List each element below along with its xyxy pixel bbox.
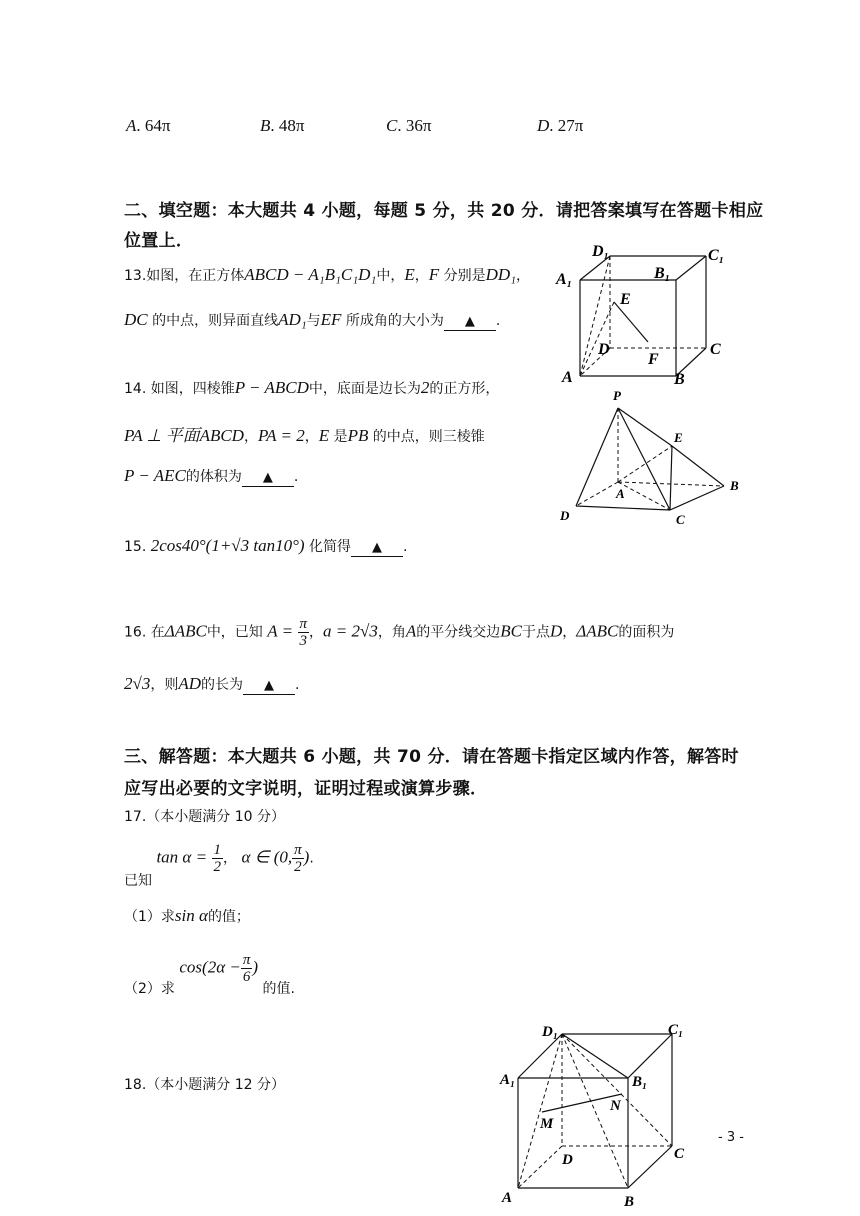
section2-heading-line1: 二、填空题：本大题共 4 小题，每题 5 分，共 20 分．请把答案填写在答题卡相应 xyxy=(124,201,764,221)
fig1-label-b: B xyxy=(674,371,685,388)
q17-part1: （1）求sin α的值； xyxy=(124,906,250,925)
fig3-label-b: B xyxy=(624,1194,635,1210)
q13-line1: 13.如图，在正方体ABCD − A₁B₁C₁D₁中，E，F 分别是DD₁， xyxy=(124,265,531,284)
section2-heading-line2: 位置上． xyxy=(124,231,194,251)
q15-answer-blank: ▲ xyxy=(351,540,403,557)
fig3-label-a1: A₁ xyxy=(500,1072,516,1088)
q18-title: 18.（本小题满分 12 分） xyxy=(124,1077,285,1093)
option-a: A. 64π xyxy=(126,116,171,135)
q17-part2: （2）求 cos(2α − $\frac{\pi}{6}$ ) 的值. xyxy=(124,952,295,997)
option-c: C. 36π xyxy=(386,116,432,135)
figure-cube-q13 xyxy=(552,238,732,388)
page-number: - 3 - xyxy=(718,1130,744,1145)
fig3-label-d1: D₁ xyxy=(542,1024,559,1040)
fig2-label-p: P xyxy=(613,388,621,403)
q14-answer-blank: ▲ xyxy=(242,470,294,487)
fig2-label-d: D xyxy=(560,508,570,523)
option-b: B. 48π xyxy=(260,116,305,135)
fig1-label-c: C xyxy=(710,341,721,358)
q17-given: 已知 tan α = $\frac{1}{2}$ ， α ∈ (0, $\frac{\pi}{2}$ ). xyxy=(124,842,314,889)
q16-pi-over-3: $\frac{\pi}{3}$ xyxy=(299,616,308,649)
fig3-label-c1: C₁ xyxy=(668,1022,684,1038)
fig3-label-n: N xyxy=(610,1098,621,1114)
q17-one-half: $\frac{1}{2}$ xyxy=(213,842,222,875)
option-d: D. 27π xyxy=(537,116,584,135)
fig3-label-d: D xyxy=(562,1152,573,1168)
figure-cube-q18 xyxy=(496,1016,696,1212)
q14-line3: P − AEC的体积为 ▲ . xyxy=(124,466,299,485)
figure-pyramid-q14 xyxy=(552,386,752,532)
fig1-label-f: F xyxy=(648,351,659,368)
fig1-label-b1: B₁ xyxy=(654,265,671,282)
fig1-label-a1: A₁ xyxy=(556,271,573,288)
q15-line: 15. 2cos40°(1+√3 tan10°) 化简得 ▲ . xyxy=(124,536,408,555)
section3-heading-line1: 三、解答题：本大题共 6 小题，共 70 分．请在答题卡指定区域内作答，解答时 xyxy=(124,747,739,767)
q17-title: 17.（本小题满分 10 分） xyxy=(124,809,285,825)
q14-line1: 14. 如图，四棱锥P − ABCD中，底面是边长为2的正方形， xyxy=(124,378,500,397)
section3-heading-line2: 应写出必要的文字说明，证明过程或演算步骤． xyxy=(124,779,488,799)
fig3-label-m: M xyxy=(540,1116,554,1132)
fig2-label-b: B xyxy=(730,478,739,493)
fig2-label-c: C xyxy=(676,512,685,527)
fig3-label-b1: B₁ xyxy=(632,1074,648,1090)
fig3-label-c: C xyxy=(674,1146,685,1162)
q16-answer-blank: ▲ xyxy=(243,678,295,695)
q13-line2: DC 的中点，则异面直线AD₁与EF 所成角的大小为 ▲ . xyxy=(124,310,501,329)
fig3-label-a: A xyxy=(502,1190,513,1206)
q14-line2: PA ⊥ 平面ABCD，PA = 2，E 是PB 的中点，则三棱锥 xyxy=(124,426,485,445)
fig2-label-e: E xyxy=(674,430,683,445)
fig2-label-a: A xyxy=(616,486,625,501)
q13-answer-blank: ▲ xyxy=(444,314,496,331)
fig1-label-d1: D₁ xyxy=(592,243,610,260)
fig1-label-d: D xyxy=(598,341,610,358)
q16-line1: 16. 在ΔABC中，已知 A = $\frac{\pi}{3}$ ，a = 2√3，角A的平分线交边BC于点D，ΔABC的面积为 xyxy=(124,616,675,649)
fig1-label-a: A xyxy=(562,369,573,386)
q17-pi-over-2: $\frac{\pi}{2}$ xyxy=(294,842,302,875)
fig1-label-c1: C₁ xyxy=(708,247,725,264)
q16-line2: 2√3，则AD的长为 ▲ . xyxy=(124,674,300,693)
q17-pi-over-6: $\frac{\pi}{6}$ xyxy=(242,952,251,985)
fig1-label-e: E xyxy=(620,291,631,308)
